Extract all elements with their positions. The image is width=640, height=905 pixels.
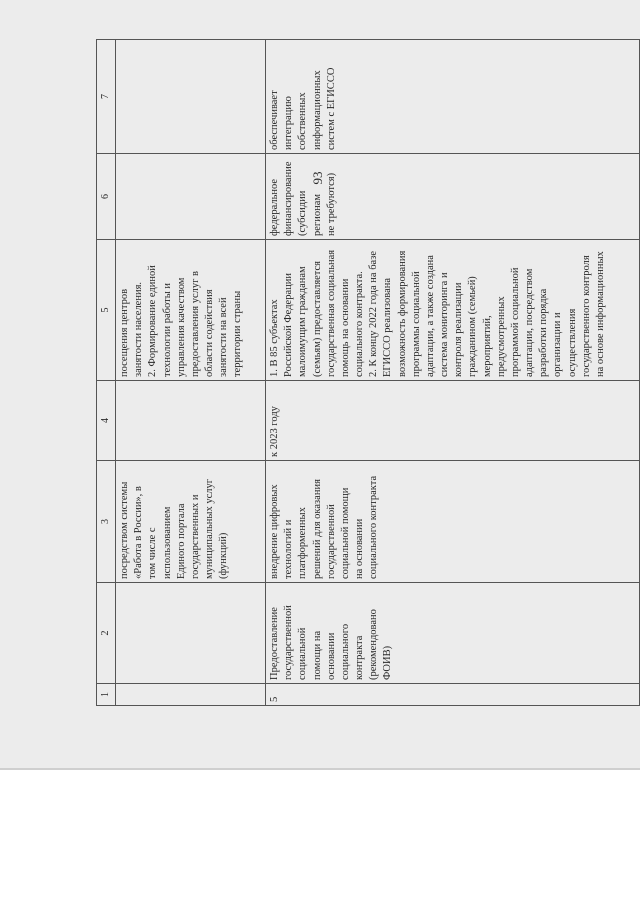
header-cell-5: 5 — [97, 240, 116, 381]
table-cell-service: Предоставление государственной социальной помощи на основании социального контракта (рекомендовано ФОИВ) — [266, 583, 640, 684]
header-cell-7: 7 — [97, 40, 116, 154]
document-table-wrapper — [96, 40, 640, 702]
table-cell-measure: внедрение цифровых технологий и платформенных решений для оказания государственной социальной помощи на основании социального контракта — [266, 461, 640, 583]
document-table-rotated — [96, 40, 640, 706]
table-cell-region-role: обеспечивает интеграцию собственных информационных систем с ЕГИССО — [266, 40, 640, 154]
table-cell-financing: федеральное финансирование (субсидии регионам не требуются) — [266, 154, 640, 240]
page-number: 93 — [310, 171, 325, 185]
table-cell-result: 1. В 85 субъектах Российской Федерации малоимущим гражданам (семьям) предоставляется государственная социальная помощь на основании социального контракта. 2. К концу 2022 года на базе ЕГИССО реализована возможность формирования программы социальной адаптации, а также создана система мониторинга и контроля реализации гражданином (семьей) мероприятий, предусмотренных программой социальной адаптации, посредством разработки порядка организации и осуществления государственного контроля на основе информационных — [266, 240, 640, 381]
table-row — [266, 40, 640, 706]
document-table — [96, 39, 640, 706]
table-cell-deadline — [116, 381, 266, 461]
table-row — [116, 40, 266, 706]
header-cell-1: 1 — [97, 684, 116, 706]
header-cell-3: 3 — [97, 461, 116, 583]
table-cell-number — [116, 684, 266, 706]
table-header-row — [97, 40, 116, 706]
table-cell-result: посещения центров занятости населения. 2. Формирование единой технологии работы и управления качеством предоставления услуг в области содействия занятости на всей территории страны — [116, 240, 266, 381]
header-cell-2: 2 — [97, 583, 116, 684]
table-cell-deadline: к 2023 году — [266, 381, 640, 461]
header-cell-4: 4 — [97, 381, 116, 461]
table-cell-region-role — [116, 40, 266, 154]
scan-edge-divider — [0, 768, 640, 770]
table-cell-measure: посредством системы «Работа в России», в том числе с использованием Единого портала государственных и муниципальных услуг (функций) — [116, 461, 266, 583]
table-cell-service — [116, 583, 266, 684]
table-cell-number: 5 — [266, 684, 640, 706]
header-cell-6: 6 — [97, 154, 116, 240]
table-cell-financing — [116, 154, 266, 240]
